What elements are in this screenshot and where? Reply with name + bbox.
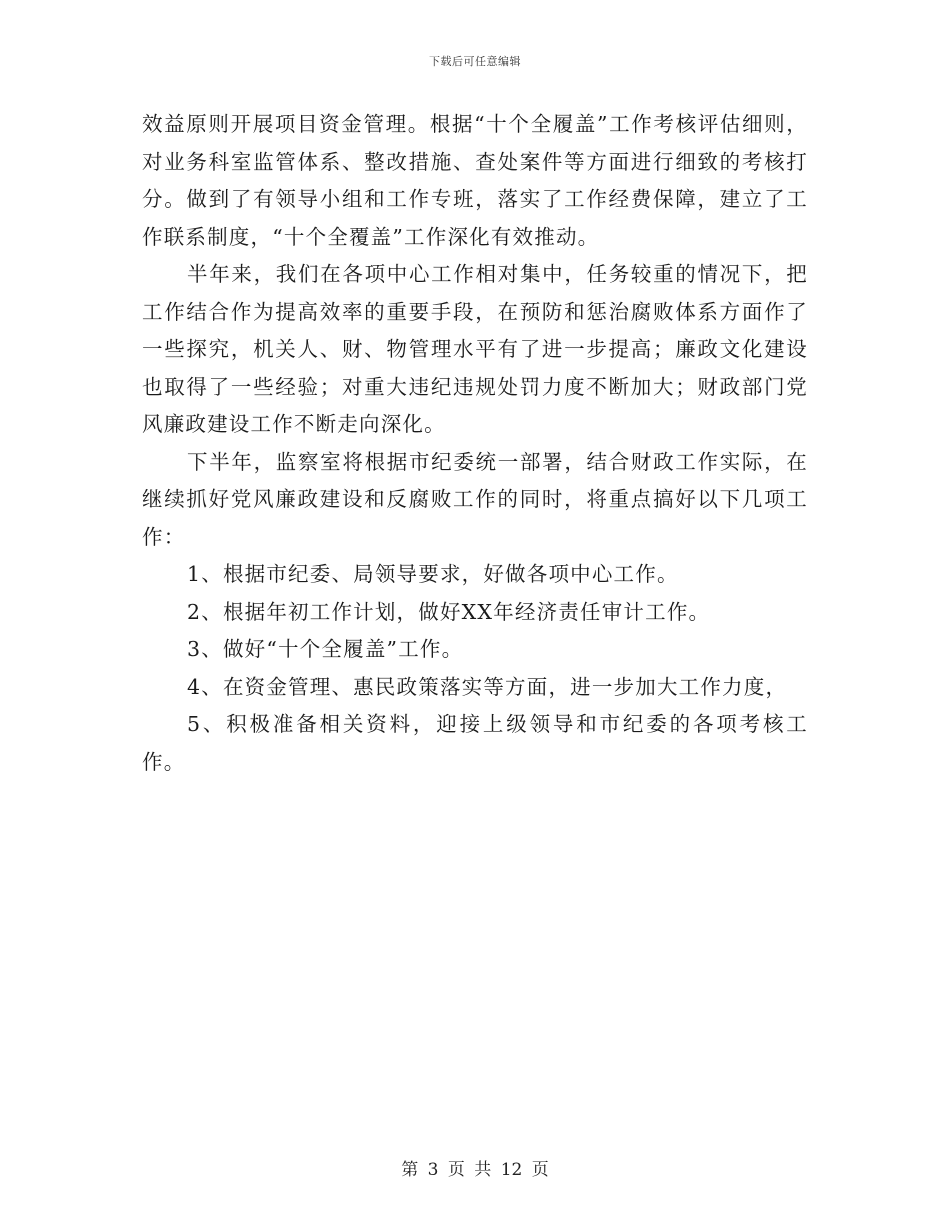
list-item: 5、积极准备相关资料，迎接上级领导和市纪委的各项考核工作。 xyxy=(142,712,808,774)
paragraph-half-year-summary: 半年来，我们在各项中心工作相对集中，任务较重的情况下，把工作结合作为提高效率的重要手段，在预防和惩治腐败体系方面作了一些探究，机关人、财、物管理水平有了进一步提高；廉政文化建设也取得了一些经验；对重大违纪违规处罚力度不断加大；财政部门党风廉政建设工作不断走向深化。 xyxy=(142,262,808,436)
document-body xyxy=(142,106,808,781)
page-number: 第 3 页 共 12 页 xyxy=(401,1160,549,1180)
list-item: 3、做好“十个全履盖”工作。 xyxy=(187,637,464,661)
page-header-note: 下载后可任意编辑 xyxy=(429,55,521,68)
paragraph-continuation: 效益原则开展项目资金管理。根据“十个全履盖”工作考核评估细则，对业务科室监管体系、整改措施、查处案件等方面进行细致的考核打分。做到了有领导小组和工作专班，落实了工作经费保障，建立了工作联系制度，“十个全覆盖”工作深化有效推动。 xyxy=(142,112,808,249)
list-item: 1、根据市纪委、局领导要求，好做各项中心工作。 xyxy=(187,562,679,586)
list-item: 4、在资金管理、惠民政策落实等方面，进一步加大工作力度， xyxy=(187,674,788,699)
paragraph-second-half-plan: 下半年，监察室将根据市纪委统一部署，结合财政工作实际，在继续抓好党风廉政建设和反腐败工作的同时，将重点搞好以下几项工作： xyxy=(142,449,808,549)
list-item: 2、根据年初工作计划，做好XX年经济责任审计工作。 xyxy=(187,599,711,624)
